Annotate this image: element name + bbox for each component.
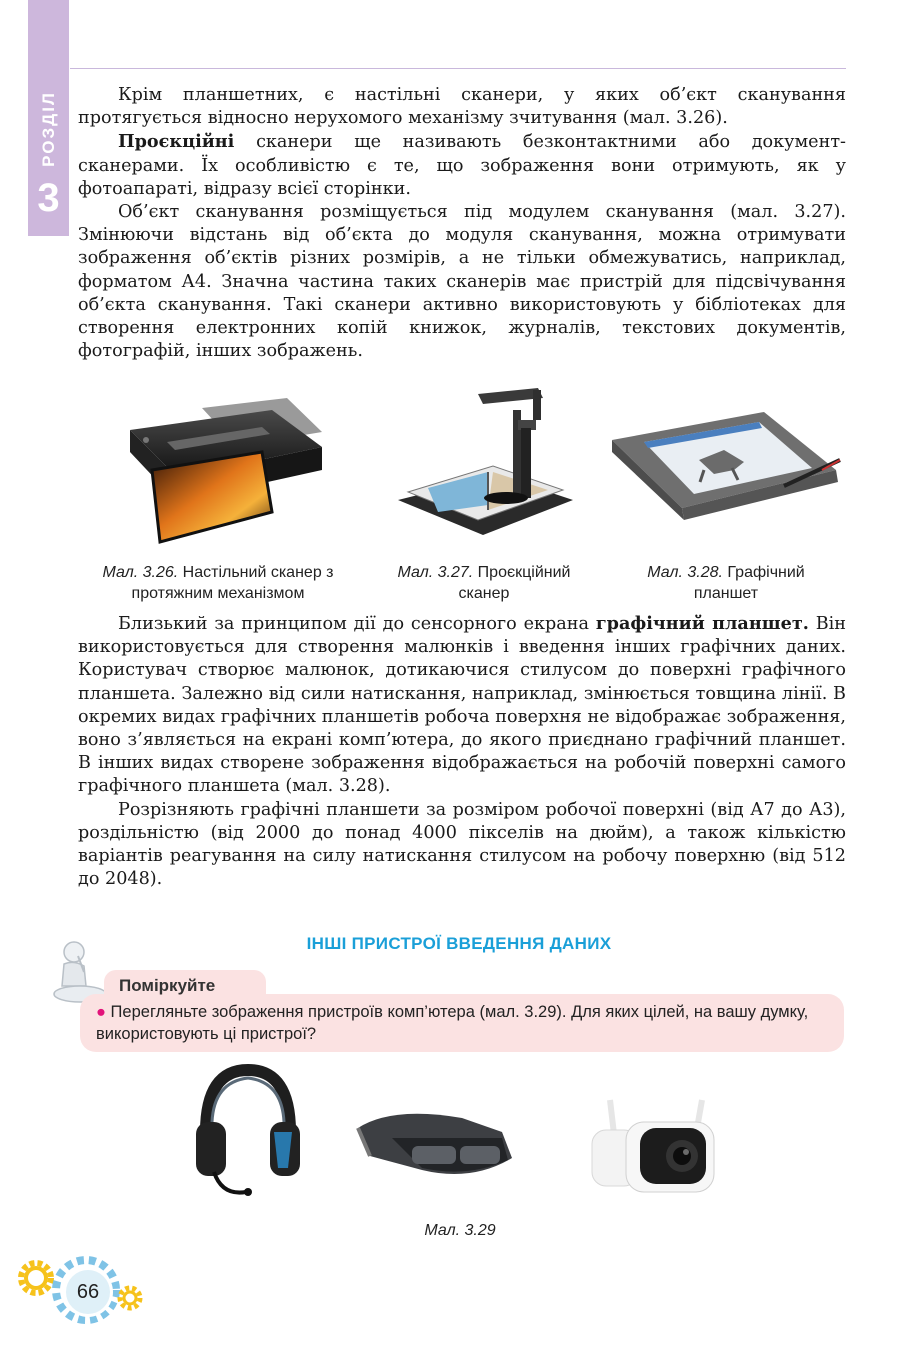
graphics-tablet-image	[604, 400, 844, 550]
chapter-tab	[28, 0, 69, 236]
bullet-icon: ●	[96, 1003, 106, 1021]
think-text: ● Перегляньте зображення пристроїв комп’ютера (мал. 3.29). Для яких цілей, на вашу думку, використовують ці пристрої?	[96, 1003, 809, 1043]
figure-caption: Мал. 3.29	[424, 1222, 496, 1239]
figure-caption: Мал. 3.28. Графічний планшет	[647, 564, 805, 602]
paragraph: Близький за принципом дії до сенсорного екрана графічний планшет. Він використовується для створення малюнків і введення інших графічних даних. Користувач створює малюнок, дотикаючися стилусом до поверхні графічного планшета. Залежно від сили натискання, наприклад, змінюється товщина лінії. В окремих видах графічних планшетів робоча поверхня не відображає зображення, воно з’являється на екрані комп’ютера, до якого приєднано графічний планшет. В інших видах створене зображення відображається на робочій поверхні самого графічного планшета (мал. 3.28).	[78, 613, 846, 797]
section-heading: ІНШІ ПРИСТРОЇ ВВЕДЕННЯ ДАНИХ	[306, 934, 612, 953]
paragraph: Проєкційні сканери ще називають безконтактними або документ-сканерами. Їх особливістю є те, що зображення вони отримують, як у фотоапараті, відразу всієї сторінки.	[78, 131, 846, 199]
projection-scanner-image	[388, 380, 588, 550]
security-camera-image	[584, 1090, 724, 1200]
think-title: Поміркуйте	[119, 976, 216, 995]
gear-icon	[114, 1282, 146, 1314]
paragraph: Крім планшетних, є настільні сканери, у яких об’єкт сканування протягується відносно нерухомого механізму зчитування (мал. 3.26).	[78, 85, 846, 129]
figure-caption: Мал. 3.26. Настільний сканер з протяжним механізмом	[102, 564, 334, 602]
vr-headset-image	[352, 1098, 522, 1188]
headset-image	[192, 1062, 304, 1202]
chapter-word: РОЗДІЛ	[39, 91, 58, 167]
page-number: 66	[63, 1267, 113, 1317]
paragraph: Об’єкт сканування розміщується під модулем сканування (мал. 3.27). Змінюючи відстань від об’єкта до модуля сканування, можна отримувати зображення об’єктів різних розмірів, а не тільки обмежуватись, наприклад, форматом А4. Значна частина таких сканерів має пристрій для підсвічування об’єкта сканування. Такі сканери активно використовують у бібліотеках для створення електронних копій книжок, журналів, текстових документів, фотографій, інших зображень.	[78, 202, 846, 362]
top-rule	[70, 68, 846, 69]
text-block-top	[78, 84, 846, 363]
sheetfed-scanner-image	[112, 392, 334, 552]
chapter-number: 3	[37, 176, 60, 220]
text-block-bottom	[78, 612, 846, 891]
figure-caption: Мал. 3.27. Проєкційний сканер	[397, 564, 571, 602]
paragraph: Розрізняють графічні планшети за розміром робочої поверхні (від А7 до А3), роздільністю (від 2000 до понад 4000 пікселів на дюйм), а також кількістю варіантів реагування на силу натискання стилусом на робочу поверхню (від 512 до 2048).	[78, 799, 846, 890]
